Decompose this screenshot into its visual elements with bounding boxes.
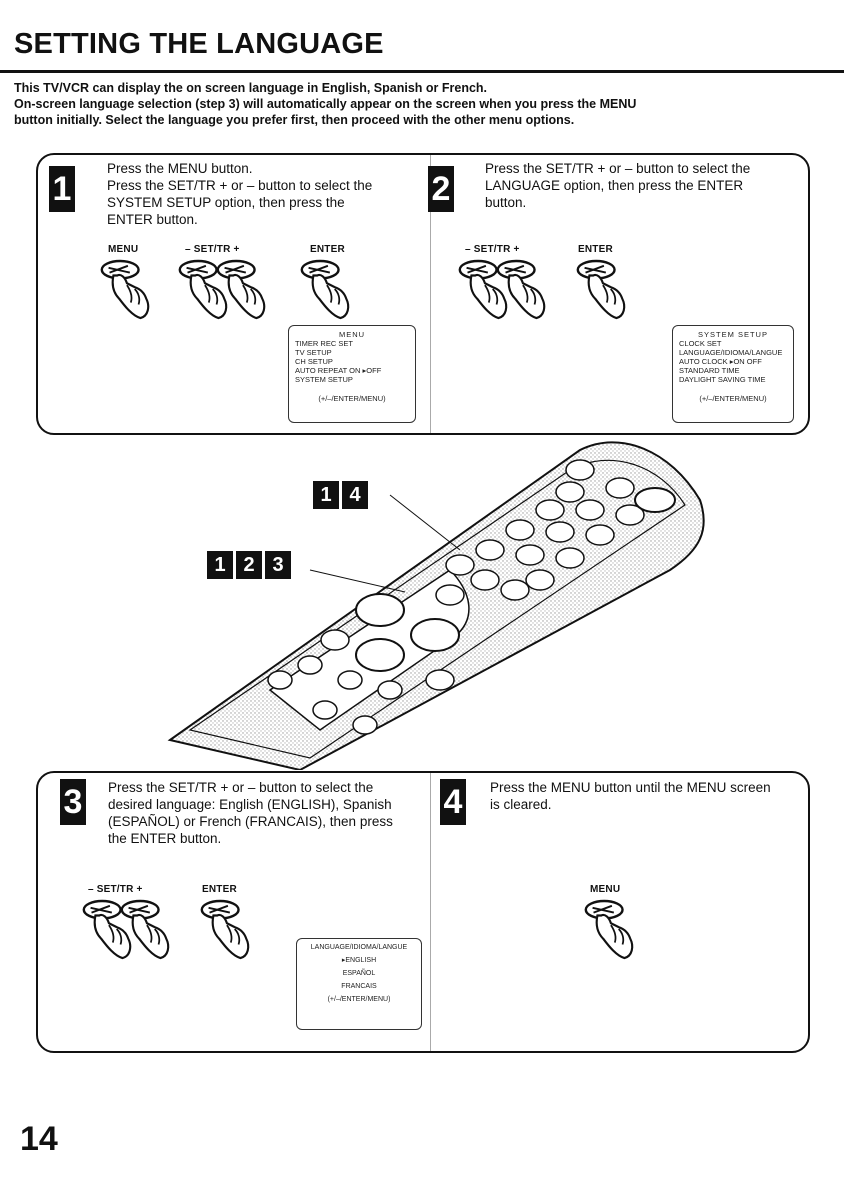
step-2-settr-label: – SET/TR + <box>465 244 520 255</box>
intro-line-1: This TV/VCR can display the on screen language in English, Spanish or French. <box>14 81 488 95</box>
osd-footer: (+/–/ENTER/MENU) <box>327 996 391 1003</box>
intro-text <box>14 80 834 128</box>
step-4-text <box>490 779 800 813</box>
hand-press-icon <box>580 898 638 962</box>
step-4-menu-label: MENU <box>590 884 621 895</box>
step-1-menu-label: MENU <box>108 244 139 255</box>
step-2-text <box>485 160 795 211</box>
osd-item: SYSTEM SETUP <box>295 375 353 384</box>
page-title: SETTING THE LANGUAGE <box>14 28 384 60</box>
step-1-line: SYSTEM SETUP option, then press the <box>107 195 345 210</box>
callout-step-number: 1 <box>313 481 339 509</box>
osd-item: TV SETUP <box>295 348 332 357</box>
remote-control-illustration <box>150 440 710 770</box>
hand-press-icon <box>492 258 550 322</box>
step-1-text <box>107 160 407 228</box>
step-1-line: Press the MENU button. <box>107 161 253 176</box>
step-3-badge: 3 <box>60 779 86 825</box>
osd-footer: (+/–/ENTER/MENU) <box>318 394 386 403</box>
intro-line-2: On-screen language selection (step 3) will automatically appear on the screen when you press the MENU <box>14 97 637 111</box>
step-4-line: Press the MENU button until the MENU screen <box>490 780 771 795</box>
step-4-line: is cleared. <box>490 797 552 812</box>
step-2-line: button. <box>485 195 527 210</box>
callout-steps-1-4 <box>313 481 368 509</box>
page-number: 14 <box>20 1120 58 1158</box>
osd-item: CH SETUP <box>295 357 333 366</box>
step-2-line: Press the SET/TR + or – button to select the <box>485 161 751 176</box>
step-3-line: desired language: English (ENGLISH), Spanish <box>108 797 392 812</box>
osd-item: AUTO REPEAT ON ▸OFF <box>295 366 382 375</box>
osd-item: DAYLIGHT SAVING TIME <box>679 375 766 384</box>
osd-item: CLOCK SET <box>679 339 722 348</box>
osd-title: SYSTEM SETUP <box>698 330 768 339</box>
hand-press-icon <box>196 898 254 962</box>
step-1-enter-label: ENTER <box>310 244 345 255</box>
hand-press-icon <box>116 898 174 962</box>
step-1-line: ENTER button. <box>107 212 198 227</box>
hand-press-icon <box>212 258 270 322</box>
step-3-line: (ESPAÑOL) or French (FRANCAIS), then press <box>108 814 393 829</box>
hand-press-icon <box>296 258 354 322</box>
callout-steps-1-2-3 <box>207 551 291 579</box>
hand-press-icon <box>96 258 154 322</box>
osd-item: AUTO CLOCK ▸ON OFF <box>679 357 762 366</box>
step-2-osd-screen <box>672 325 794 423</box>
callout-step-number: 1 <box>207 551 233 579</box>
step-3-line: the ENTER button. <box>108 831 222 846</box>
osd-footer: (+/–/ENTER/MENU) <box>699 394 767 403</box>
osd-title: LANGUAGE/IDIOMA/LANGUE <box>310 944 408 951</box>
step-1-osd-screen <box>288 325 416 423</box>
step-1-settr-label: – SET/TR + <box>185 244 240 255</box>
osd-title: MENU <box>338 330 366 339</box>
step-2-enter-label: ENTER <box>578 244 613 255</box>
panel-divider <box>430 773 431 1051</box>
step-1-line: Press the SET/TR + or – button to select the <box>107 178 373 193</box>
step-2-line: LANGUAGE option, then press the ENTER <box>485 178 744 193</box>
callout-step-number: 2 <box>236 551 262 579</box>
step-3-osd-screen <box>296 938 422 1030</box>
step-1-badge: 1 <box>49 166 75 212</box>
title-rule <box>0 70 844 73</box>
step-4-badge: 4 <box>440 779 466 825</box>
step-3-enter-label: ENTER <box>202 884 237 895</box>
osd-item: FRANCAIS <box>341 983 377 990</box>
callout-step-number: 4 <box>342 481 368 509</box>
step-3-settr-label: – SET/TR + <box>88 884 143 895</box>
callout-step-number: 3 <box>265 551 291 579</box>
step-3-line: Press the SET/TR + or – button to select the <box>108 780 374 795</box>
step-3-text <box>108 779 428 847</box>
osd-item: LANGUAGE/IDIOMA/LANGUE <box>679 348 783 357</box>
intro-line-3: button initially. Select the language you prefer first, then proceed with the other menu options. <box>14 113 575 127</box>
osd-item: ▸ENGLISH <box>341 957 377 964</box>
osd-item: ESPAÑOL <box>342 970 376 977</box>
step-2-badge: 2 <box>428 166 454 212</box>
hand-press-icon <box>572 258 630 322</box>
osd-item: STANDARD TIME <box>679 366 740 375</box>
osd-item: TIMER REC SET <box>295 339 353 348</box>
